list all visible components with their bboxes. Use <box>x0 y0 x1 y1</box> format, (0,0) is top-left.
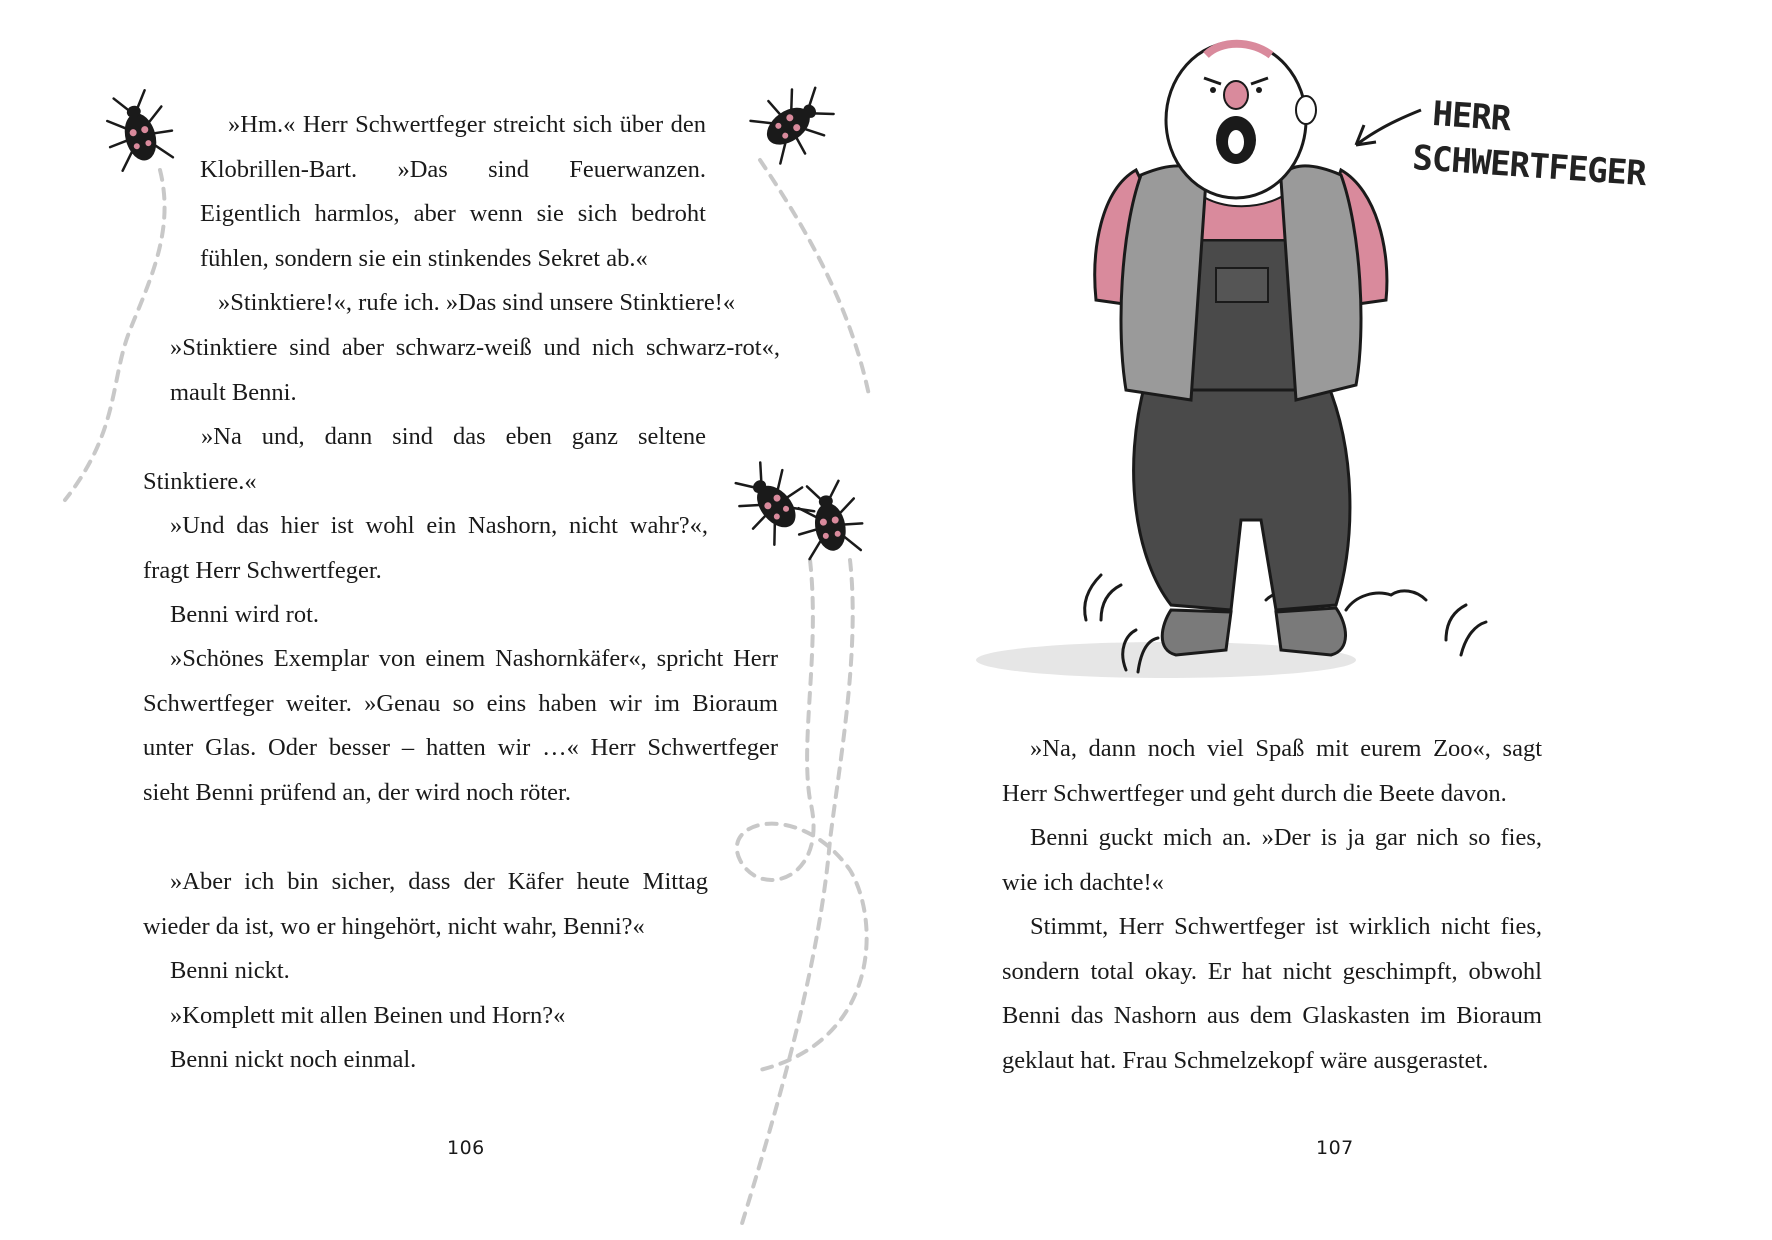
paragraph: »Und das hier ist wohl ein Nashorn, nicht wahr?«, fragt Herr Schwertfeger. <box>143 512 708 584</box>
paragraph: Benni nickt. <box>170 957 290 984</box>
paragraph: »Aber ich bin sicher, dass der Käfer heute Mittag wieder da ist, wo er hingehört, nicht wahr, Benni?« <box>143 868 708 940</box>
right-page <box>886 0 1772 1240</box>
herr-schwertfeger-illustration <box>886 0 1772 760</box>
firebug-icon <box>747 75 843 169</box>
paragraph: »Na und, dann sind das eben ganz seltene Stinktiere.« <box>143 423 706 495</box>
paragraph: Stimmt, Herr Schwertfeger ist wirklich nicht fies, sondern total okay. Er hat nicht geschimpft, obwohl Benni das Nashorn aus dem Glaskasten im Bioraum geklaut hat. Frau Schmelzekopf wäre ausgerastet. <box>1002 913 1542 1074</box>
paragraph: Benni wird rot. <box>170 601 320 628</box>
firebug-icon <box>791 478 867 560</box>
illustration-caption: SCHWERTFEGER <box>1411 137 1647 195</box>
paragraph: »Schönes Exemplar von einem Nashornkäfer«, spricht Herr Schwertfeger weiter. »Genau so eins haben wir im Bioraum unter Glas. Oder besser – hatten wir …« Herr Schwertfeger sieht Benni prüfend an, der wird noch röter. <box>143 645 778 806</box>
paragraph: »Stinktiere!«, rufe ich. »Das sind unsere Stinktiere!« <box>218 289 736 316</box>
illustration-caption: HERR <box>1431 93 1512 140</box>
paragraph: »Komplett mit allen Beinen und Horn?« <box>170 1002 566 1029</box>
page-number: 107 <box>1316 1137 1354 1159</box>
paragraph: Benni guckt mich an. »Der is ja gar nich so fies, wie ich dachte!« <box>1002 824 1542 896</box>
paragraph: Benni nickt noch einmal. <box>170 1046 417 1073</box>
firebug-icon <box>98 86 178 172</box>
paragraph: »Na, dann noch viel Spaß mit eurem Zoo«, sagt Herr Schwertfeger und geht durch die Beete davon. <box>1002 735 1542 807</box>
paragraph: »Hm.« Herr Schwertfeger streicht sich über den Klobrillen-Bart. »Das sind Feuerwanzen. Eigentlich harmlos, aber wenn sie sich bedroht fühlen, sondern sie ein stinkendes Sekret ab.« <box>200 111 706 272</box>
paragraph: »Stinktiere sind aber schwarz-weiß und nich schwarz-rot«, mault Benni. <box>170 334 780 406</box>
page-number: 106 <box>447 1137 485 1159</box>
